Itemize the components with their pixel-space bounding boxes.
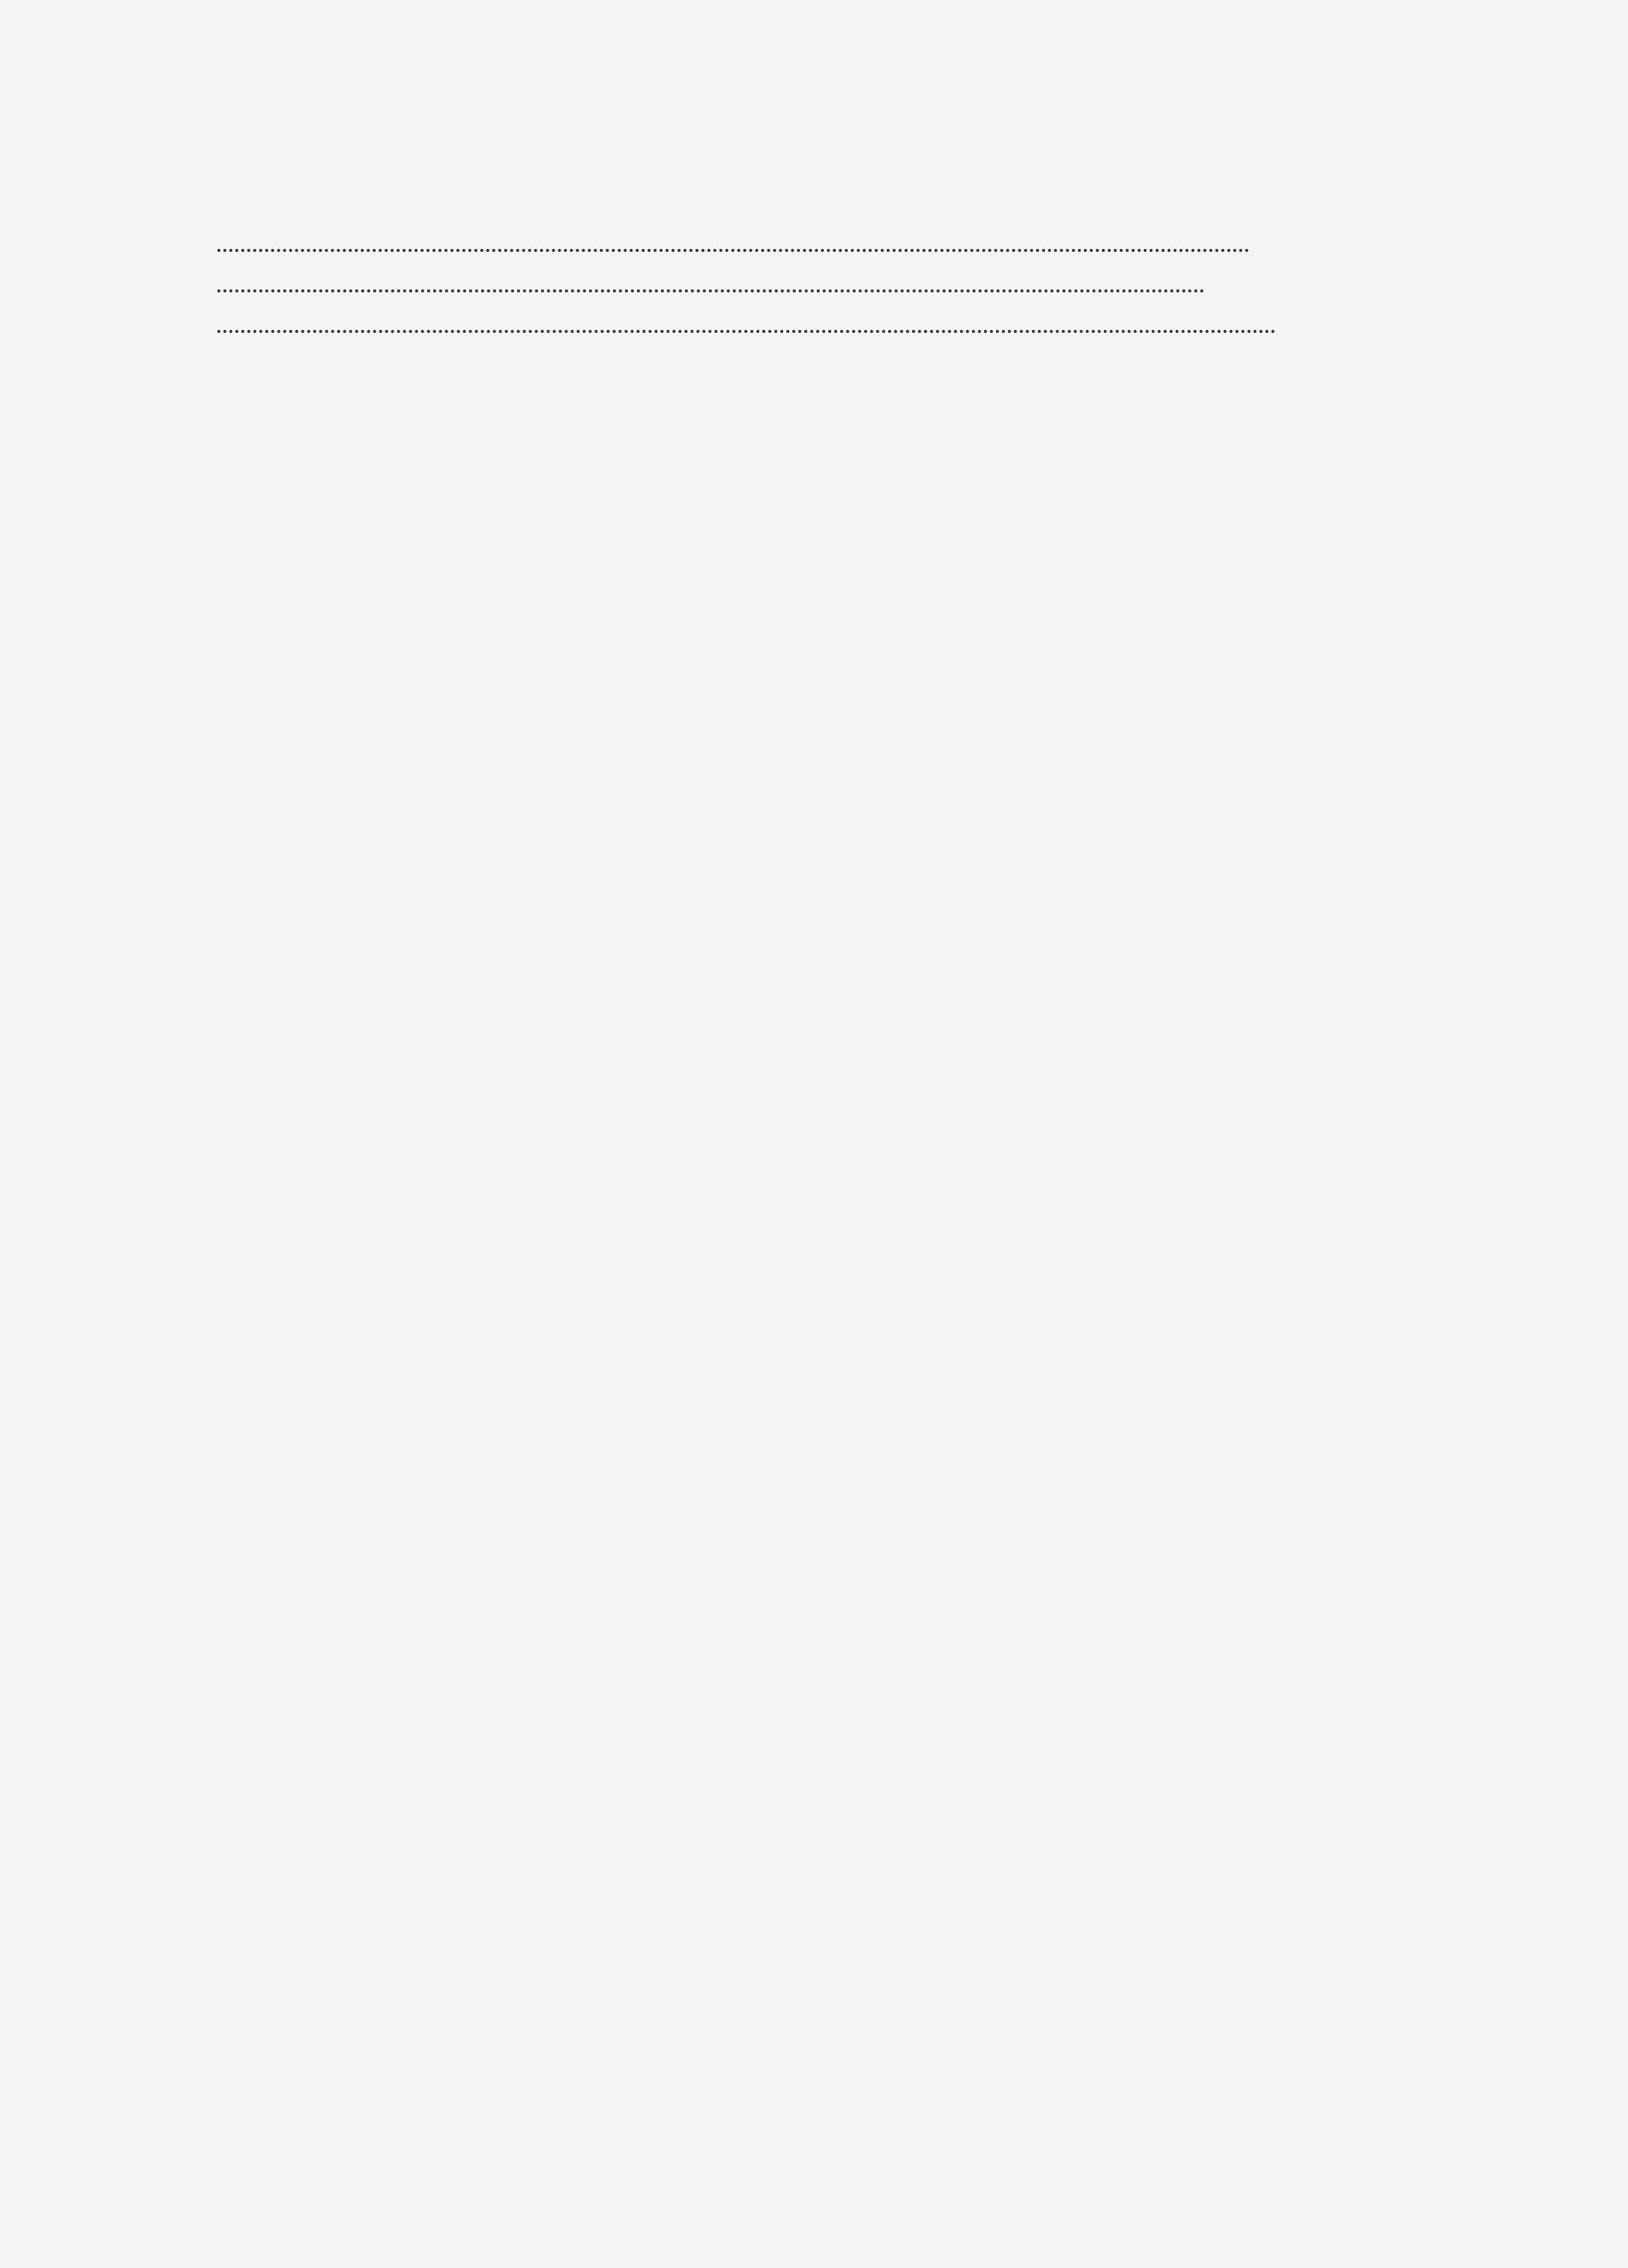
leader-dots: [217, 249, 1249, 252]
front-matter-row: [0, 216, 1628, 256]
leader-dots: [217, 330, 1276, 333]
front-matter-row: [0, 297, 1628, 337]
front-matter-row: [0, 256, 1628, 297]
leader-dots: [217, 289, 1205, 292]
